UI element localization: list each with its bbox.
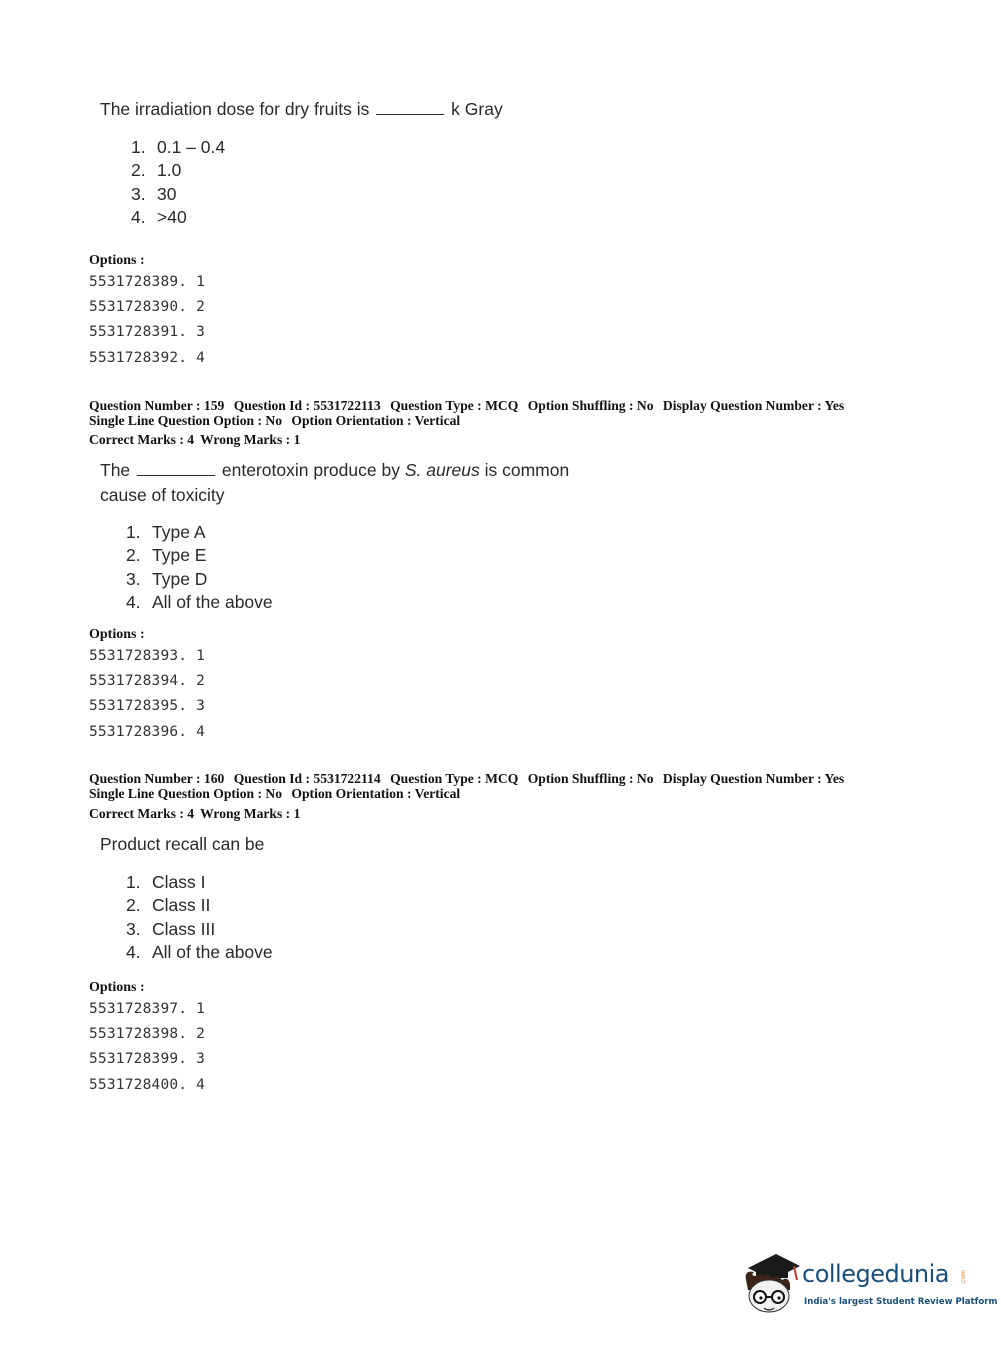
- options-heading: Options :: [89, 253, 145, 268]
- logo-tld: .com: [960, 1270, 967, 1285]
- option-id: 5531728391. 3: [89, 324, 206, 341]
- question-160-marks: Correct Marks : 4 Wrong Marks : 1: [89, 806, 301, 821]
- options-heading: Options :: [89, 980, 145, 995]
- option-id: 5531728393. 1: [89, 648, 206, 664]
- mascot-icon: [742, 1250, 802, 1320]
- question-158-choices: [131, 136, 225, 229]
- choice-item: 4. All of the above: [126, 591, 273, 612]
- choice-item: 1. Class I: [126, 872, 206, 892]
- option-id: 5531728398. 2: [89, 1026, 206, 1043]
- logo-tagline: India's largest Student Review Platform: [804, 1297, 998, 1307]
- options-list: [89, 644, 205, 745]
- question-160-choices: [126, 871, 273, 964]
- options-heading: Options :: [89, 627, 145, 642]
- question-159-stem: The enterotoxin produce by S. aureus is common cause of toxicity: [100, 460, 570, 505]
- option-id: 5531728397. 1: [89, 1001, 206, 1017]
- option-id: 5531728390. 2: [89, 299, 206, 316]
- choice-item: 3. Type D: [126, 568, 208, 589]
- option-id: 5531728394. 2: [89, 673, 206, 690]
- question-158-stem: [100, 97, 503, 122]
- question-159-meta: Question Number : 159 Question Id : 5531722113 Question Type : MCQ Option Shuffling : No Display Question Number : Yes Single Line Question Option : No Option Orientation : Vertical: [89, 398, 845, 428]
- question-159-marks: Correct Marks : 4 Wrong Marks : 1: [89, 432, 301, 447]
- choice-item: 2. Type E: [126, 545, 207, 566]
- option-id: 5531728400. 4: [89, 1076, 206, 1093]
- options-list: [89, 997, 205, 1098]
- choice-item: 3. Class III: [126, 918, 216, 939]
- stem-text: k Gray: [451, 99, 503, 119]
- collegedunia-logo: [742, 1250, 998, 1320]
- fill-in-blank: [137, 458, 215, 476]
- option-id: 5531728392. 4: [89, 349, 206, 366]
- question-160-stem: Product recall can be: [100, 834, 265, 854]
- choice-item: 2. Class II: [126, 895, 211, 916]
- stem-text: The irradiation dose for dry fruits is: [100, 99, 370, 119]
- choice-item: 3. 30: [131, 183, 177, 204]
- question-160-meta: Question Number : 160 Question Id : 5531722114 Question Type : MCQ Option Shuffling : No Display Question Number : Yes Single Line Question Option : No Option Orientation : Vertical: [89, 771, 845, 801]
- fill-in-blank: [376, 97, 444, 115]
- option-id: 5531728396. 4: [89, 723, 206, 740]
- question-159-choices: [126, 521, 273, 614]
- choice-item: 1. 0.1 – 0.4: [131, 137, 226, 157]
- option-id: 5531728395. 3: [89, 698, 206, 715]
- logo-wordmark: collegedunia: [802, 1260, 950, 1288]
- options-list: [89, 270, 205, 371]
- option-id: 5531728389. 1: [89, 274, 206, 290]
- choice-item: 2. 1.0: [131, 160, 182, 181]
- choice-item: 4. All of the above: [126, 941, 273, 962]
- choice-item: 4. >40: [131, 206, 187, 227]
- choice-item: 1. Type A: [126, 522, 206, 542]
- option-id: 5531728399. 3: [89, 1051, 206, 1068]
